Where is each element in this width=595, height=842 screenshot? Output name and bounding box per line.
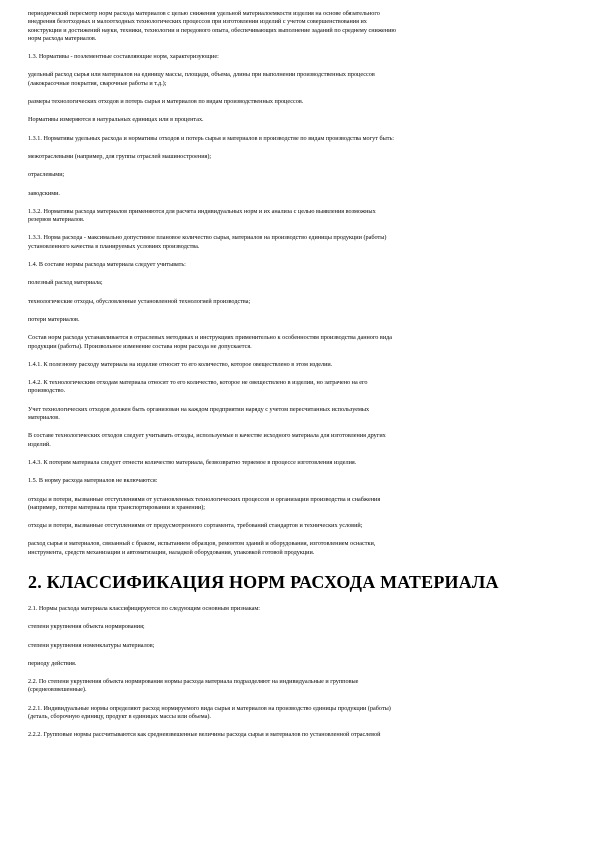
paragraph: степени укрупнения номенклатуры материалов; [28,641,155,649]
paragraph: 2.2. По степени укрупнения объекта нормирования нормы расхода материала подразделяют на индивидуальные и групповые (среднеовзвешенные). [28,678,359,694]
paragraph: Нормативы измеряются в натуральных единицах или в процентах. [28,116,204,124]
paragraph: отраслевыми; [28,171,65,179]
paragraph: 1.3.3. Норма расхода - максимально допустимое плановое количество сырья, материалов на производство единицы продукции (работы) установленного качества в планируемых условиях производства. [28,234,387,250]
paragraph: 1.5. В норму расхода материалов не включаются: [28,477,158,485]
paragraph: 1.4.2. К технологическим отходам материала относят то его количество, которое не овеществлено в изделии, но затрачено на его производство. [28,379,368,395]
paragraph: 1.3.1. Нормативы удельных расхода и нормативы отходов и потерь сырья и материалов в производстве по видам производства могут быть: [28,134,395,142]
paragraph: В составе технологических отходов следует учитывать отходы, используемые в качестве исходного материала для изготовления других изделий. [28,432,386,448]
paragraph: 1.4.3. К потерям материала следует отнести количество материала, безвозвратно теряемое в процессе изготовления изделия. [28,458,357,466]
paragraph: 2.1. Нормы расхода материала классифицируются по следующим основным признакам: [28,604,260,612]
paragraph: расход сырья и материалов, связанный с браком, испытанием образцов, ремонтом зданий и оборудования, изготовлением оснастки, инструмента, средств механизации и автоматизации, наладкой оборудования, упаковкой готовой продукции. [28,540,376,556]
paragraph: заводскими. [28,189,60,197]
paragraph: Учет технологических отходов должен быть организован на каждом предприятии наряду с учетом пересчитанных используемых материалов. [28,405,370,422]
paragraph: потери материалов. [28,315,80,323]
paragraph: Состав норм расхода устанавливается в отраслевых методиках и инструкциях применительно к особенностям производства данного вида продукции (работы). Произвольное изменение состава норм расхода не допускается. [28,334,393,350]
paragraph: размеры технологических отходов и потерь сырья и материалов по видам производственных процессов. [28,98,304,106]
paragraph: 1.4.1. К полезному расходу материала на изделие относят то его количество, которое овеществлено в этом изделии. [28,360,333,368]
section-1-continued [28,10,563,557]
section-2 [28,605,563,740]
paragraph: 2.2.1. Индивидуальные нормы определяют расход нормируемого вида сырья и материалов на производство единицы продукции (работы) (деталь, сборочную единицу, продукт в единицах массы или объема). [28,704,391,721]
paragraph: периодический пересмотр норм расхода материалов с целью снижения удельной материалоемкости изделия на основе обязательного внедрения безотходных и малоотходных технологических процессов при изготовлении изделий с учетом совершенствования их конструкции и достижений науки, техники, технологии и передового опыта, обеспечивающих выполнение заданий по среднему снижению норм расхода материалов. [28,10,397,42]
paragraph: 1.3. Нормативы - поэлементные составляющие норм, характеризующие: [28,53,219,61]
paragraph: удельный расход сырья или материалов на единицу массы, площади, объема, длины при выполнении производственных процессов (лакокрасочные покрытия, сварочные работы и т.д.); [28,71,375,87]
paragraph: 1.4. В составе нормы расхода материала следует учитывать: [28,261,186,269]
section-heading: 2. КЛАССИФИКАЦИЯ НОРМ РАСХОДА МАТЕРИАЛА [28,571,499,592]
paragraph: отходы и потери, вызванные отступлениями от предусмотренного сортамента, требований стандартов и технических условий; [28,522,363,530]
paragraph: степени укрупнения объекта нормирования; [28,623,145,631]
paragraph: полезный расход материала; [28,279,103,287]
paragraph: периоду действия. [28,659,77,667]
paragraph: межотраслевыми (например, для группы отраслей машиностроения); [28,152,212,160]
paragraph: 2.2.2. Групповые нормы рассчитываются как средневзвешенные величины расхода сырья и материалов по установленной отраслевой [28,731,381,739]
paragraph: 1.3.2. Нормативы расхода материалов применяются для расчета индивидуальных норм и их анализа с целью выявления возможных резервов материалов. [28,207,376,224]
paragraph: технологические отходы, обусловленные установленной технологией производства; [28,297,251,305]
paragraph: отходы и потери, вызванные отступлениями от установленных технологических процессов и организации производства и снабжения (например, потери материала при транспортировании и хранении); [28,495,381,511]
